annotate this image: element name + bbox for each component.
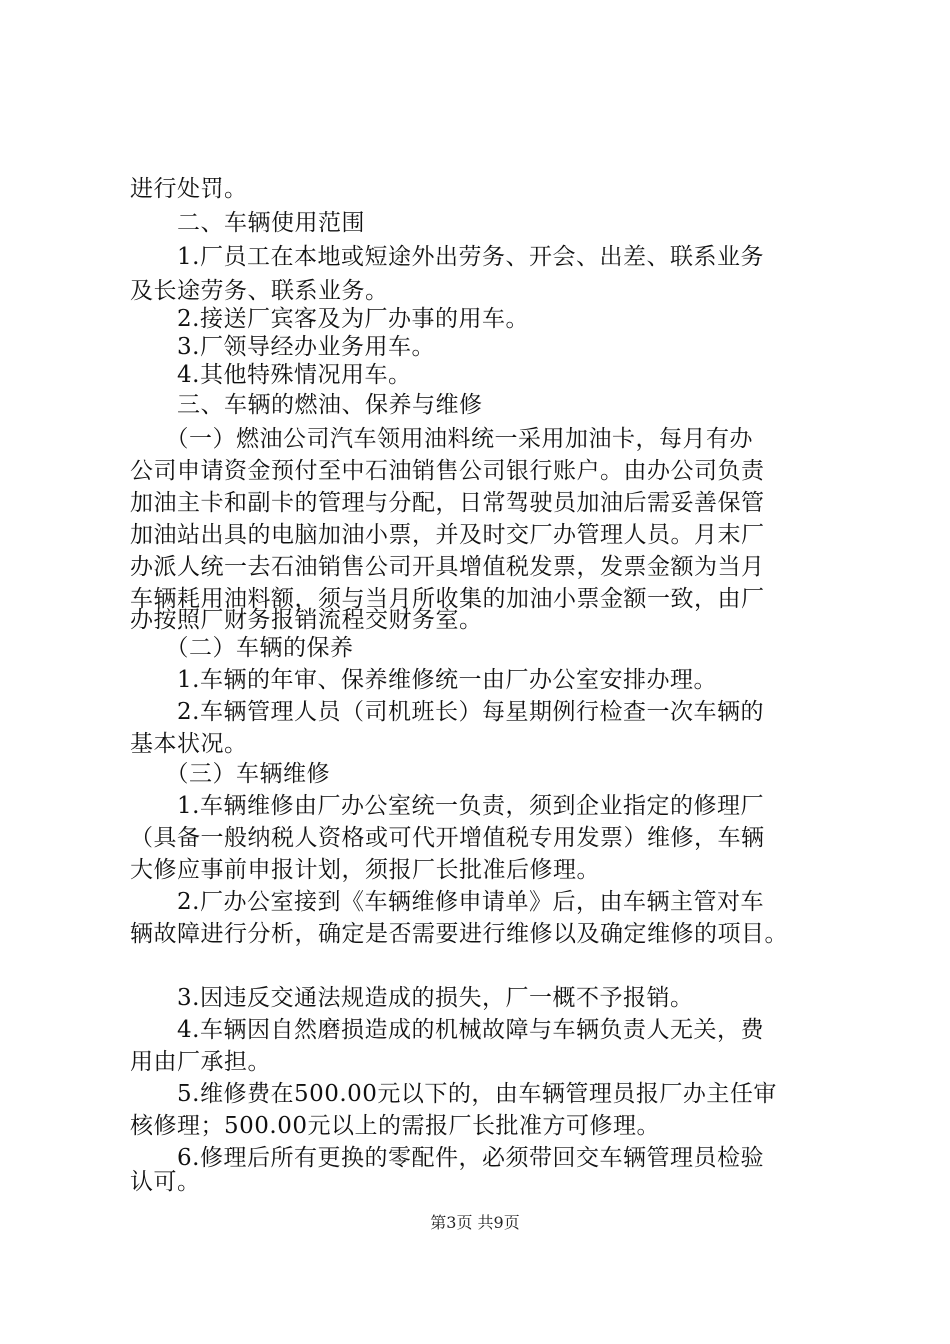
text-line: 用由厂承担。 (130, 1049, 271, 1075)
text-line: 及长途劳务、联系业务。 (130, 278, 389, 304)
text-line: 5.维修费在500.00元以下的，由车辆管理员报厂办主任审 (130, 1081, 777, 1107)
text-line: 2.车辆管理人员（司机班长）每星期例行检查一次车辆的 (130, 699, 764, 725)
text-line: 1.车辆的年审、保养维修统一由厂办公室安排办理。 (130, 667, 717, 693)
text-line: 加油主卡和副卡的管理与分配，日常驾驶员加油后需妥善保管 (130, 490, 765, 516)
text-line: 1.车辆维修由厂办公室统一负责，须到企业指定的修理厂 (130, 793, 764, 819)
text-line: 3.因违反交通法规造成的损失，厂一概不予报销。 (130, 985, 694, 1011)
text-line: 辆故障进行分析，确定是否需要进行维修以及确定维修的项目。 (130, 921, 788, 947)
text-line: 4.其他特殊情况用车。 (130, 362, 412, 388)
page-footer: 第3页 共9页 (430, 1213, 520, 1232)
subsection-heading: （二）车辆的保养 (130, 635, 354, 661)
text-line: 基本状况。 (130, 731, 248, 757)
section-heading: 二、车辆使用范围 (130, 210, 365, 236)
section-heading: 三、车辆的燃油、保养与维修 (130, 392, 483, 418)
text-line: 公司申请资金预付至中石油销售公司银行账户。由办公司负责 (130, 458, 765, 484)
subsection-heading: （三）车辆维修 (130, 761, 330, 787)
text-line: 1.厂员工在本地或短途外出劳务、开会、出差、联系业务 (130, 244, 764, 270)
text-line: 车辆耗用油料额，须与当月所收集的加油小票金额一致，由厂 (130, 586, 765, 612)
text-line: 认可。 (130, 1169, 201, 1195)
text-line: （具备一般纳税人资格或可代开增值税专用发票）维修，车辆 (130, 825, 765, 851)
text-line: 2.接送厂宾客及为厂办事的用车。 (130, 306, 529, 332)
text-line: （一）燃油公司汽车领用油料统一采用加油卡，每月有办 (130, 426, 753, 452)
text-line: 4.车辆因自然磨损造成的机械故障与车辆负责人无关，费 (130, 1017, 764, 1043)
text-line: 核修理；500.00元以上的需报厂长批准方可修理。 (130, 1113, 660, 1139)
text-line: 6.修理后所有更换的零配件，必须带回交车辆管理员检验 (130, 1145, 764, 1171)
text-line: 加油站出具的电脑加油小票，并及时交厂办管理人员。月末厂 (130, 522, 765, 548)
text-line: 进行处罚。 (130, 176, 248, 202)
text-line: 办按照厂财务报销流程交财务室。 (130, 607, 483, 633)
text-line: 3.厂领导经办业务用车。 (130, 334, 435, 360)
text-line: 办派人统一去石油销售公司开具增值税发票，发票金额为当月 (130, 554, 765, 580)
text-line: 2.厂办公室接到《车辆维修申请单》后，由车辆主管对车 (130, 889, 764, 915)
text-line: 大修应事前申报计划，须报厂长批准后修理。 (130, 857, 600, 883)
